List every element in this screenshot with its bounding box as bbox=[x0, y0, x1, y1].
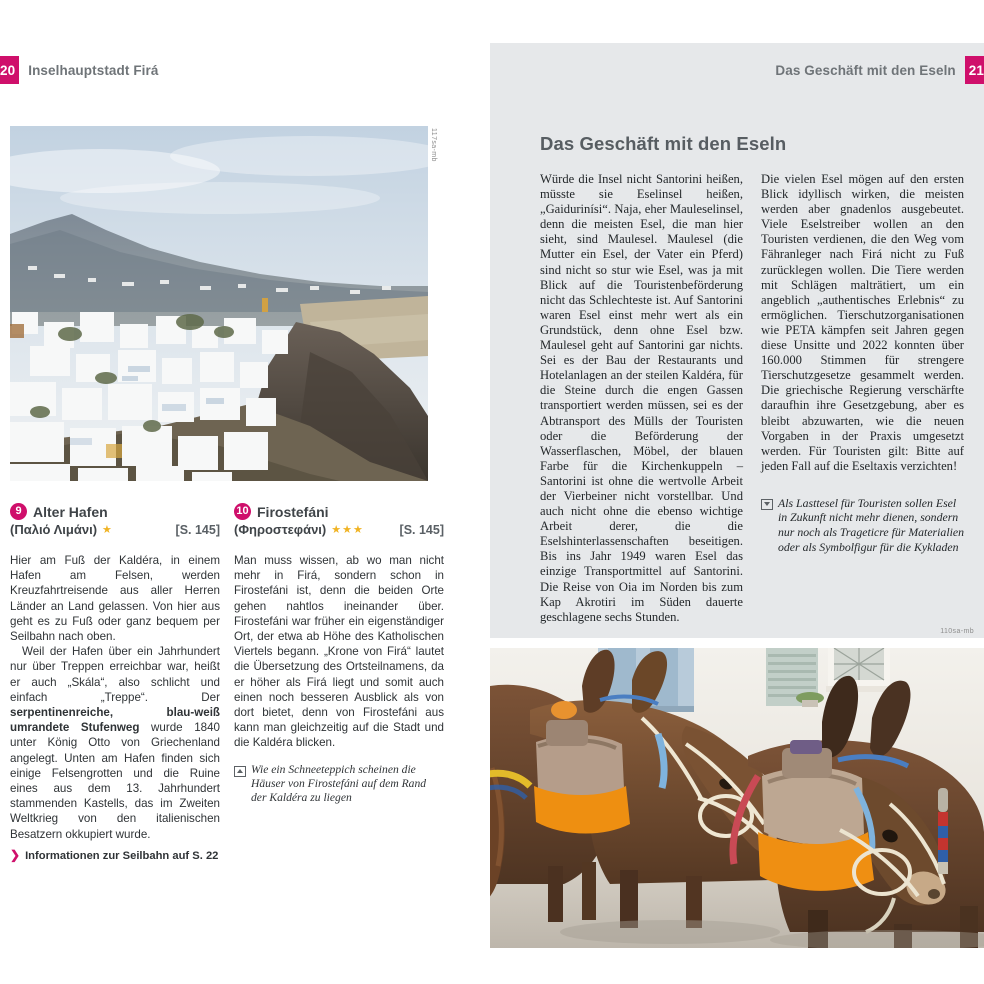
left-col1-para1: Hier am Fuß der Kaldéra, in einem Hafen am Felsen, werden Kreuzfahrtreisende aus aller Herren Länder an Land gelassen. Von hier aus geht es zu Fuß oder ganz bequem per Seilbahn nach oben. bbox=[10, 554, 220, 644]
right-page bbox=[490, 0, 984, 984]
cross-reference-label: Informationen zur Seilbahn auf S. 22 bbox=[25, 849, 219, 862]
poi-firostefani-line1 bbox=[234, 503, 444, 520]
cross-reference-seilbahn[interactable] bbox=[10, 849, 220, 863]
right-col1-para1: Würde die Insel nicht Santorini heißen, müsste sie Eselinsel heißen, „Gaidurinísi“. Naja, eher Mauleselinsel, denn die meisten Esel, die man hier sieht, sind Maulesel. Maulesel (die Mutter ein Esel, der Vater ein Pferd) sind nicht so stur wie Esel, was ja mit Blick auf die Touristenbeförderung nicht das Schlechteste ist. Auf Santorini waren Esel einst mehr wert als ein Grundstück, denn ohne Esel bzw. Maulesel geht auf Santorini gar nichts. Sei es der Bau der Restaurants und Hotelanlagen an der steilen Kaldéra, für die Steine durch die engen Gassen transportiert werden müssen, sei es der Abtransport des Mülls der Touristen oder die Beförderung der Wasserflaschen, Möbel, der blauen Farbe für die Kirchenkuppeln – Santorini ist ohne die wertvolle Arbeit der Vierbeiner nicht vorstellbar. Und auch nicht ohne die ebenso wichtige Arbeit derer, die die Eselshinterlassenschaften beseitigen. Bis ins Jahr 1949 waren Esel das einzige Transportmittel auf Santorini. Die Reise von Oia im Norden bis zum Kap Akrotiri im Süden dauerte geschlagene sechs Stunden. bbox=[540, 172, 743, 624]
poi-firostefani-line2 bbox=[234, 522, 444, 537]
poi-number-badge: 10 bbox=[234, 503, 251, 520]
caldera-photo-credit: 117sa-mb bbox=[430, 128, 437, 162]
poi-alter-hafen-line1 bbox=[10, 503, 220, 520]
poi-alter-hafen-line2 bbox=[10, 522, 220, 537]
right-running-head-label: Das Geschäft mit den Eseln bbox=[775, 62, 956, 78]
poi-rating-stars: ★ bbox=[102, 524, 113, 536]
poi-alter-hafen[interactable] bbox=[10, 503, 220, 537]
arrow-down-box-icon bbox=[761, 499, 773, 510]
left-column-1 bbox=[10, 553, 220, 863]
donkeys-photo-caption-text: Als Lasttesel für Touristen sollen Esel in Zukunft nicht mehr dienen, sondern nur noch als Trageticre für Materialien oder als Symbolfigur für die Kykladen bbox=[778, 495, 965, 554]
poi-name: Firostefáni bbox=[257, 503, 329, 520]
poi-number-badge: 9 bbox=[10, 503, 27, 520]
caldera-photo-caption-text: Wie ein Schneeteppich scheinen die Häuser von Firostefáni auf dem Rand der Kaldéra zu liegen bbox=[251, 762, 427, 805]
right-running-head bbox=[775, 55, 984, 85]
right-column-2 bbox=[761, 172, 964, 625]
caldera-photo-caption bbox=[234, 763, 444, 806]
left-page bbox=[0, 0, 490, 984]
poi-heading-row bbox=[10, 503, 445, 537]
caldera-photo-art bbox=[10, 126, 428, 481]
left-col1-para2-b: wurde 1840 unter König Otto von Griechenland angelegt. Unten am Hafen finden sich einige Felsengrotten und die Ruine eines aus dem 13. Jahrhundert stammenden Kastells, das im Zweiten Weltkrieg von den italienischen Besatzern okkupiert wurde. bbox=[10, 721, 220, 841]
left-body-columns bbox=[10, 553, 445, 863]
poi-name: Alter Hafen bbox=[33, 503, 108, 520]
caldera-photo bbox=[10, 126, 428, 481]
left-col1-para2 bbox=[10, 644, 220, 842]
left-col1-para2-a: Weil der Hafen über ein Jahrhundert nur über Treppen erreichbar war, heißt er auch „Skála“, also schlicht und einfach „Treppe“. Der bbox=[10, 645, 220, 704]
poi-greek-name: (Παλιό Λιμάνι) bbox=[10, 522, 98, 537]
poi-page-reference[interactable]: [S. 145] bbox=[175, 522, 220, 537]
left-folio: 20 bbox=[0, 56, 19, 84]
right-body-columns bbox=[540, 172, 965, 625]
right-folio: 21 bbox=[965, 56, 984, 84]
donkeys-photo-credit: 110sa-mb bbox=[940, 628, 974, 635]
donkeys-photo-caption bbox=[761, 496, 964, 554]
donkeys-photo-art bbox=[490, 648, 984, 948]
right-col2-para1: Die vielen Esel mögen auf den ersten Blick idyllisch wirken, die meisten werden aber gnadenlos ausgebeutet. Viele Eselstreiber wollen an den Touristen verdienen, die den Weg vom Fähranleger nach Firá nicht zu Fuß zurücklegen wollen. Die Tiere werden mit Schlägen malträtiert, um ein angeblich „authentisches Erlebnis“ zu ermöglichen. Tierschutzorganisationen wie PETA kämpfen seit Jahren gegen diese Unsitte und 2022 konnten über 160.000 Stimmen für strengere Tierschutzgesetze gesammelt werden. Die griechische Regierung verschärfte daraufhin ihre Gesetzgebung, aber es bleibt abzuwarten, wie die neuen Vorgaben in der Praxis umgesetzt werden. Für Touristen gilt: Bitte auf jeden Fall auf die Eseltaxis verzichten! bbox=[761, 172, 964, 473]
arrow-up-box-icon bbox=[234, 766, 246, 777]
left-col2-para1: Man muss wissen, ab wo man nicht mehr in Firá, sondern schon in Firostefáni ist, denn die beiden Orte gehen nahtlos ineinander über. Firostefáni war früher ein eigenständiger Ort, der etwa ab Höhe des Katholischen Viertels begann. „Krone von Firá“ lautet die Übersetzung des Ortsteilnamens, da er höher als Firá liegt und somit auch einen noch besseren Ausblick als von dort bietet, denn von Firostefáni aus kann man gleichzeitig auf die Stadt und die Kaldéra blicken. bbox=[234, 554, 444, 750]
right-page-title: Das Geschäft mit den Eseln bbox=[540, 133, 787, 154]
donkeys-photo bbox=[490, 648, 984, 948]
poi-rating-stars: ★★★ bbox=[331, 524, 364, 536]
left-running-head-label: Inselhauptstadt Firá bbox=[28, 62, 159, 78]
chevron-right-icon: ❯ bbox=[10, 847, 21, 862]
left-running-head bbox=[0, 55, 159, 85]
left-column-2 bbox=[234, 553, 444, 863]
left-col1-para2-bold: serpentinenreiche, blau-weiß umrandete Stufenweg bbox=[10, 706, 220, 735]
poi-page-reference[interactable]: [S. 145] bbox=[399, 522, 444, 537]
poi-greek-name: (Φηροστεφάνι) bbox=[234, 522, 327, 537]
poi-firostefani[interactable] bbox=[234, 503, 444, 537]
right-column-1 bbox=[540, 172, 743, 625]
